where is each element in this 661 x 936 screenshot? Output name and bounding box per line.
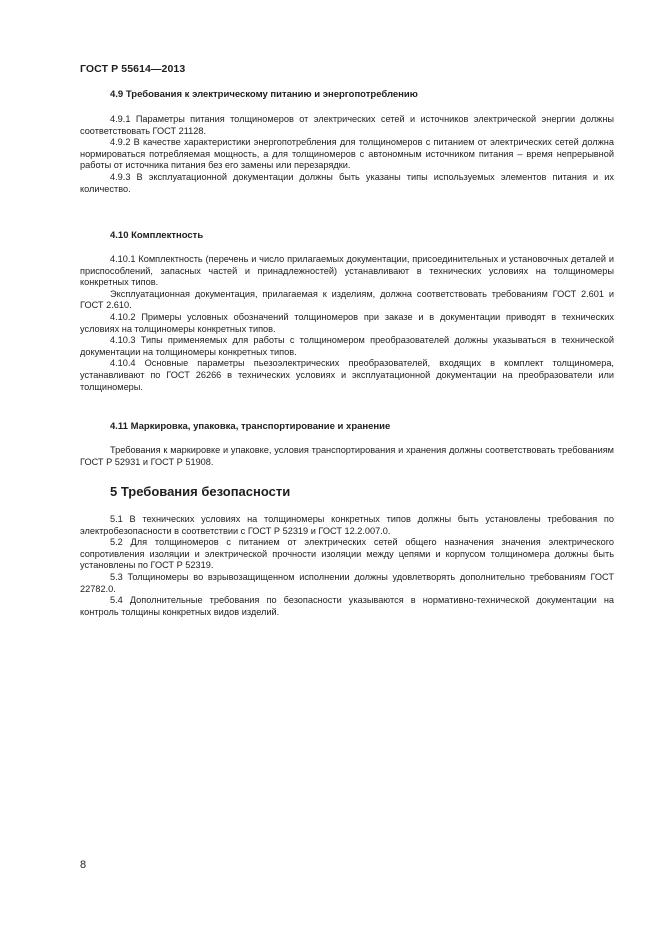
paragraph-5-4: 5.4 Дополнительные требования по безопасности указываются в нормативно-технической документации на контроль толщины конкретных видов изделий. xyxy=(80,595,614,617)
section-5-heading: 5 Требования безопасности xyxy=(110,484,291,499)
paragraph-4-10-1: 4.10.1 Комплектность (перечень и число прилагаемых документации, присоединительных и установочных деталей и приспособлений, запасных частей и принадлежностей) устанавливают в технических условиях на толщиномеры конкретных типов. xyxy=(80,254,614,288)
paragraph-4-10-4: 4.10.4 Основные параметры пьезоэлектрических преобразователей, входящих в комплект толщиномера, устанавливают по ГОСТ 26266 в технических условиях и эксплуатационной документации на преобразователи или толщиномеры. xyxy=(80,358,614,392)
section-5-body xyxy=(80,514,614,618)
section-4-11-heading: 4.11 Маркировка, упаковка, транспортирование и хранение xyxy=(110,421,391,432)
paragraph-4-10-1-docs: Эксплуатационная документация, прилагаемая к изделиям, должна соответствовать требованиям ГОСТ 2.601 и ГОСТ 2.610. xyxy=(80,288,614,311)
section-4-10-heading: 4.10 Комплектность xyxy=(110,230,204,241)
section-4-11-body xyxy=(80,445,614,468)
paragraph-4-11: Требования к маркировке и упаковке, условия транспортирования и хранения должны соответствовать требованиям ГОСТ Р 52931 и ГОСТ Р 51908. xyxy=(80,445,614,467)
paragraph-4-10-2: 4.10.2 Примеры условных обозначений толщиномеров при заказе и в документации приводят в технических условиях на толщиномеры конкретных типов. xyxy=(80,311,614,334)
section-4-9-heading: 4.9 Требования к электрическому питанию и энергопотреблению xyxy=(110,89,418,100)
paragraph-5-2: 5.2 Для толщиномеров с питанием от электрических сетей общего назначения значения электрического сопротивления изоляции и электрической прочности изоляции между цепями и корпусом толщиномера должны быть установлены по ГОСТ Р 52319. xyxy=(80,537,614,571)
page-number: 8 xyxy=(80,859,87,871)
paragraph-4-9-3: 4.9.3 В эксплуатационной документации должны быть указаны типы используемых элементов питания и их количество. xyxy=(80,171,614,194)
paragraph-4-10-3: 4.10.3 Типы применяемых для работы с толщиномером преобразователей должны указываться в технической документации на толщиномеры конкретных типов. xyxy=(80,335,614,357)
paragraph-5-1: 5.1 В технических условиях на толщиномеры конкретных типов должны быть установлены требования по электробезопасности в соответствии с ГОСТ Р 52319 и ГОСТ 12.2.007.0. xyxy=(80,514,614,536)
paragraph-4-9-2: 4.9.2 В качестве характеристики энергопотребления для толщиномеров с питанием от электрических сетей должна нормироваться потребляемая мощность, а для толщиномеров с автономным источником питания – время непрерывной работы от источника питания без его замены или перезарядки. xyxy=(80,137,614,171)
paragraph-5-3: 5.3 Толщиномеры во взрывозащищенном исполнении должны удовлетворять дополнительно требованиям ГОСТ 22782.0. xyxy=(80,571,614,594)
section-4-10-body xyxy=(80,254,614,393)
document-code-header: ГОСТ Р 55614—2013 xyxy=(80,63,186,75)
paragraph-4-9-1: 4.9.1 Параметры питания толщиномеров от электрических сетей и источников электрической энергии должны соответствовать ГОСТ 21128. xyxy=(80,114,614,136)
section-4-9-body xyxy=(80,114,614,195)
